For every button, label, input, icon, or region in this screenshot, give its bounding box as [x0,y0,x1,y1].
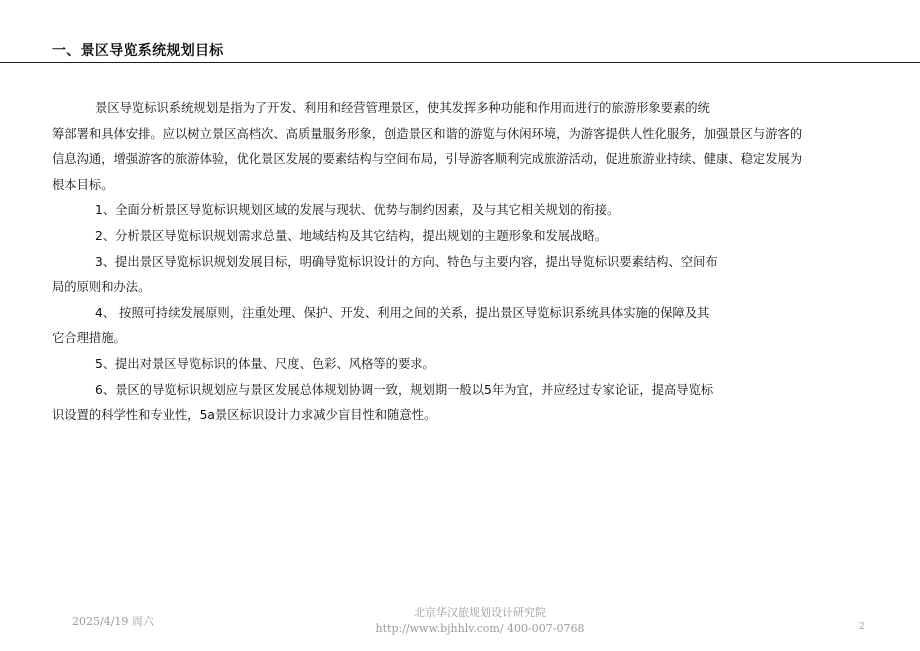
list-item-continuation: 它合理措施。 [52,331,126,346]
list-item-text: 4、 按照可持续发展原则，注重处理、保护、开发、利用之间的关系，提出景区导览标识系统具体实施的保障及其 [95,305,710,320]
organization-name: 北京华汉旅规划设计研究院 [414,606,546,619]
list-item [52,301,813,352]
list-item-continuation: 局的原则和办法。 [52,280,151,295]
list-item-text: 2、分析景区导览标识规划需求总量、地域结构及其它结构，提出规划的主题形象和发展战略。 [95,228,607,243]
slide-title: 一、景区导览系统规划目标 [52,43,224,59]
list-item [52,250,813,301]
intro-first-line: 景区导览标识系统规划是指为了开发、利用和经营管理景区，使其发挥多种功能和作用而进行的旅游形象要素的统 [95,101,710,115]
title-divider [0,62,920,63]
footer-organization [0,605,920,637]
organization-contact: http://www.bjhhlv.com/ 400-007-0768 [375,622,585,635]
intro-paragraph [52,96,813,198]
footer-date: 2025/4/19 周六 [72,615,154,628]
list-item-text: 1、全面分析景区导览标识规划区域的发展与现状、优势与制约因素，及与其它相关规划的衔接。 [95,203,620,218]
list-item [95,224,813,250]
list-item-text: 6、景区的导览标识规划应与景区发展总体规划协调一致，规划期一般以5年为宜，并应经过专家论证，提高导览标 [95,382,714,397]
list-item [52,378,813,429]
page-number: 2 [859,622,865,632]
body-content [52,96,813,429]
list-item-text: 5、提出对景区导览标识的体量、尺度、色彩、风格等的要求。 [95,356,435,371]
intro-rest: 筹部署和具体安排。应以树立景区高档次、高质量服务形象，创造景区和谐的游览与休闲环境，为游客提供人性化服务，加强景区与游客的信息沟通，增强游客的旅游体验，优化景区发展的要素结构与空间布局，引导游客顺利完成旅游活动，促进旅游业持续、健康、稳定发展为根本目标。 [52,126,803,192]
list-item [95,198,813,224]
list-item-text: 3、提出景区导览标识规划发展目标，明确导览标识设计的方向、特色与主要内容，提出导览标识要素结构、空间布 [95,254,718,269]
list-item-continuation: 识设置的科学性和专业性，5a景区标识设计力求减少盲目性和随意性。 [52,408,437,423]
list-item [95,352,813,378]
